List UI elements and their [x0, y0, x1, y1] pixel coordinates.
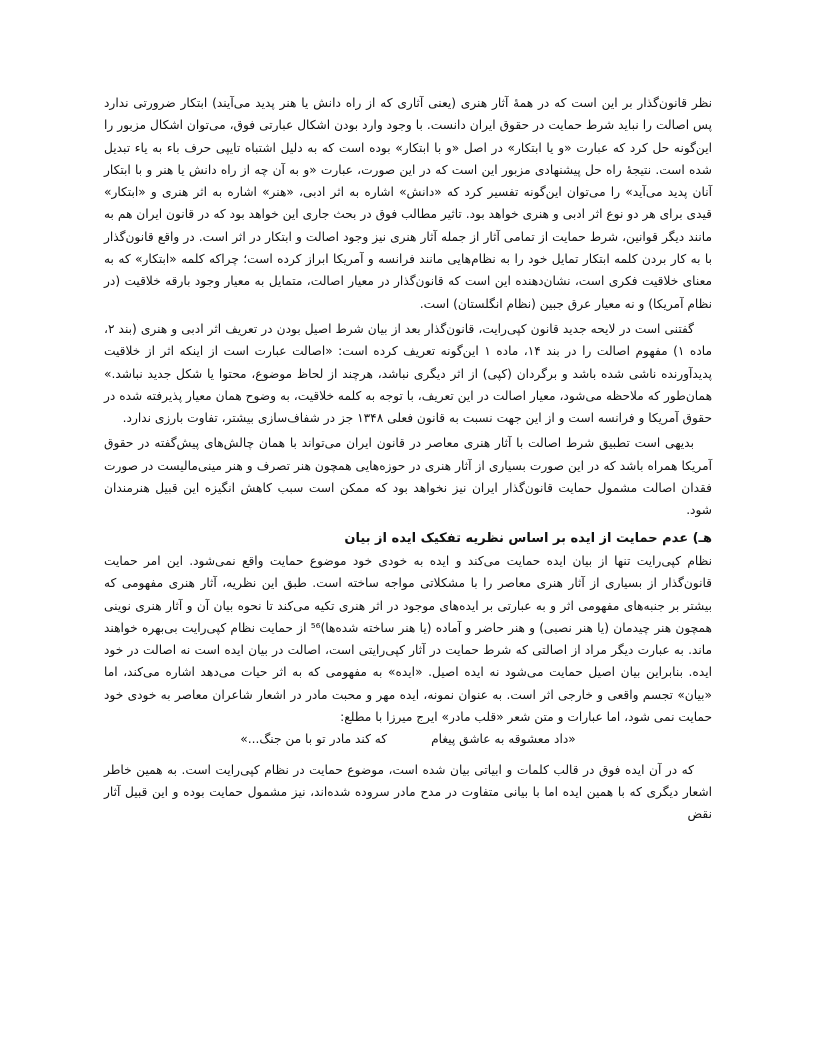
- paragraph-contemporary-art-challenges: بدیهی است تطبیق شرط اصالت با آثار هنری معاصر در قانون ایران می‌تواند با همان چالش‌های پیش‌گفته در حقوق آمریکا همراه باشد که در این صورت بسیاری از آثار هنری در حوزه‌هایی همچون هنر تصرف و هنر مینی‌مالیست در صورت فقدان اصالت مشمول حمایت قانون‌گذار ایران نیز نخواهد بود که ممکن است سبب کاهش انگیزه این قبیل هنرمندان شود.: [104, 436, 712, 518]
- paragraph-originality-initiative: نظر قانون‌گذار بر این است که در همهٔ آثار هنری (یعنی آثاری که از راه دانش یا هنر پدید می‌آیند) ابتکار ضرورتی ندارد پس اصالت را نباید شرط حمایت در حقوق ایران دانست. با وجود وارد بودن اشکال عبارتی فوق، می‌توان اشکال مزبور را این‌گونه حل کرد که عبارت «و یا ابتکار» در اصل «و با ابتکار» بوده است که به دلیل اشتباه تایپی حرف باء به یاء تبدیل شده است. نتیجهٔ راه حل پیشنهادی مزبور این است که در این صورت، عبارت «و به آن چه از راه دانش یا هنر و با ابتکار آنان پدید می‌آید» را می‌توان این‌گونه تفسیر کرد که «دانش» اشاره به اثر ادبی، «هنر» اشاره به اثر هنری و «ابتکار» قیدی برای هر دو نوع اثر ادبی و هنری خواهد بود. تاثیر مطالب فوق در بحث جاری این خواهد بود که در قانون ایران هم به مانند دیگر قوانین، شرط حمایت از تمامی آثار از جمله آثار هنری نیز وجود اصالت و ابتکار در اثر است. در واقع قانون‌گذار با به کار بردن کلمه ابتکار تمایل خود را به نظام‌هایی مانند فرانسه و آمریکا ابراز کرده است؛ چراکه کلمه «ابتکار» که به معنای خلاقیت فکری است، نشان‌دهنده این است که قانون‌گذار در معیار اصالت، متمایل به معیار وجود بارقه خلاقیت (در نظام آمریکا) و نه معیار عرق جبین (نظام انگلستان) است.: [104, 96, 712, 311]
- poem-hemistich-first: «داد معشوقه به عاشق پیغام: [431, 732, 576, 747]
- paragraph-idea-expression-doctrine: نظام کپی‌رایت تنها از بیان ایده حمایت می‌کند و ایده به خودی خود موضوع حمایت واقع نمی‌شود. این امر حمایت قانون‌گذار از بسیاری از آثار هنری معاصر را با مشکلاتی مواجه ساخته است. طبق این نظریه، آثار هنری مفهومی که بیشتر بر جنبه‌های مفهومی اثر و به عبارتی بر ایده‌های موجود در اثر هنری تکیه می‌کند تا نحوه بیان آن و آثار هنری نوینی همچون هنر چیدمان (یا هنر نصبی) و هنر حاضر و آماده (یا هنر ساخته شده‌ها)⁵⁶ از حمایت نظام کپی‌رایت بی‌بهره خواهند ماند. به عبارت دیگر مراد از اصالتی که شرط حمایت در آثار کپی‌رایتی است، اصالت در بیان ایده است نه اصالت در خود ایده. بنابراین بیان اصیل حمایت می‌شود نه ایده اصیل. «ایده» به مفهومی که به اثر حیات می‌دهد اشاره می‌کند، اما «بیان» تجسم واقعی و خارجی اثر است. به عنوان نمونه، ایده مهر و محبت مادر در اشعار شاعران معاصر به خودی خود حمایت نمی شود، اما عبارات و متن شعر «قلب مادر» ایرج میرزا با مطلع:: [104, 553, 712, 725]
- section-heading-idea-expression: هـ) عدم حمایت از ایده بر اساس نظریه تفکیک ایده از بیان: [344, 530, 712, 546]
- paragraph-poem-analysis: که در آن ایده فوق در قالب کلمات و ابیاتی بیان شده است، موضوع حمایت در نظام کپی‌رایت است. به همین خاطر اشعار دیگری که با همین ایده اما با بیانی متفاوت در مدح مادر سروده شده‌اند، نیز مشمول حمایت بوده و این قبیل آثار نقض: [104, 762, 712, 822]
- paragraph-new-bill-definition: گفتنی است در لایحه جدید قانون کپی‌رایت، قانون‌گذار بعد از بیان شرط اصیل بودن در تعریف اثر ادبی و هنری (بند ۲، ماده ۱) مفهوم اصالت را در بند ۱۴، ماده ۱ این‌گونه تعریف کرده است: «اصالت عبارت است از اینکه اثر از خلاقیت پدیدآورنده ناشی شده باشد و برگردان (کپی) از اثر دیگری نباشد، هرچند از لحاظ موضوع، محتوا یا شکل جدید نباشد.» همان‌طور که ملاحظه می‌شود، معیار اصالت در این تعریف، با توجه به کلمه خلاقیت، به وضوح همان معیار پذیرفته شده در حقوق آمریکا و فرانسه است و از این جهت نسبت به قانون فعلی ۱۳۴۸ جز در شفاف‌سازی بیشتر، تفاوت بارزی ندارد.: [104, 321, 712, 426]
- poem-hemistich-second: که کند مادر تو با من جنگ...»: [240, 732, 388, 747]
- poem-verse: [104, 728, 712, 750]
